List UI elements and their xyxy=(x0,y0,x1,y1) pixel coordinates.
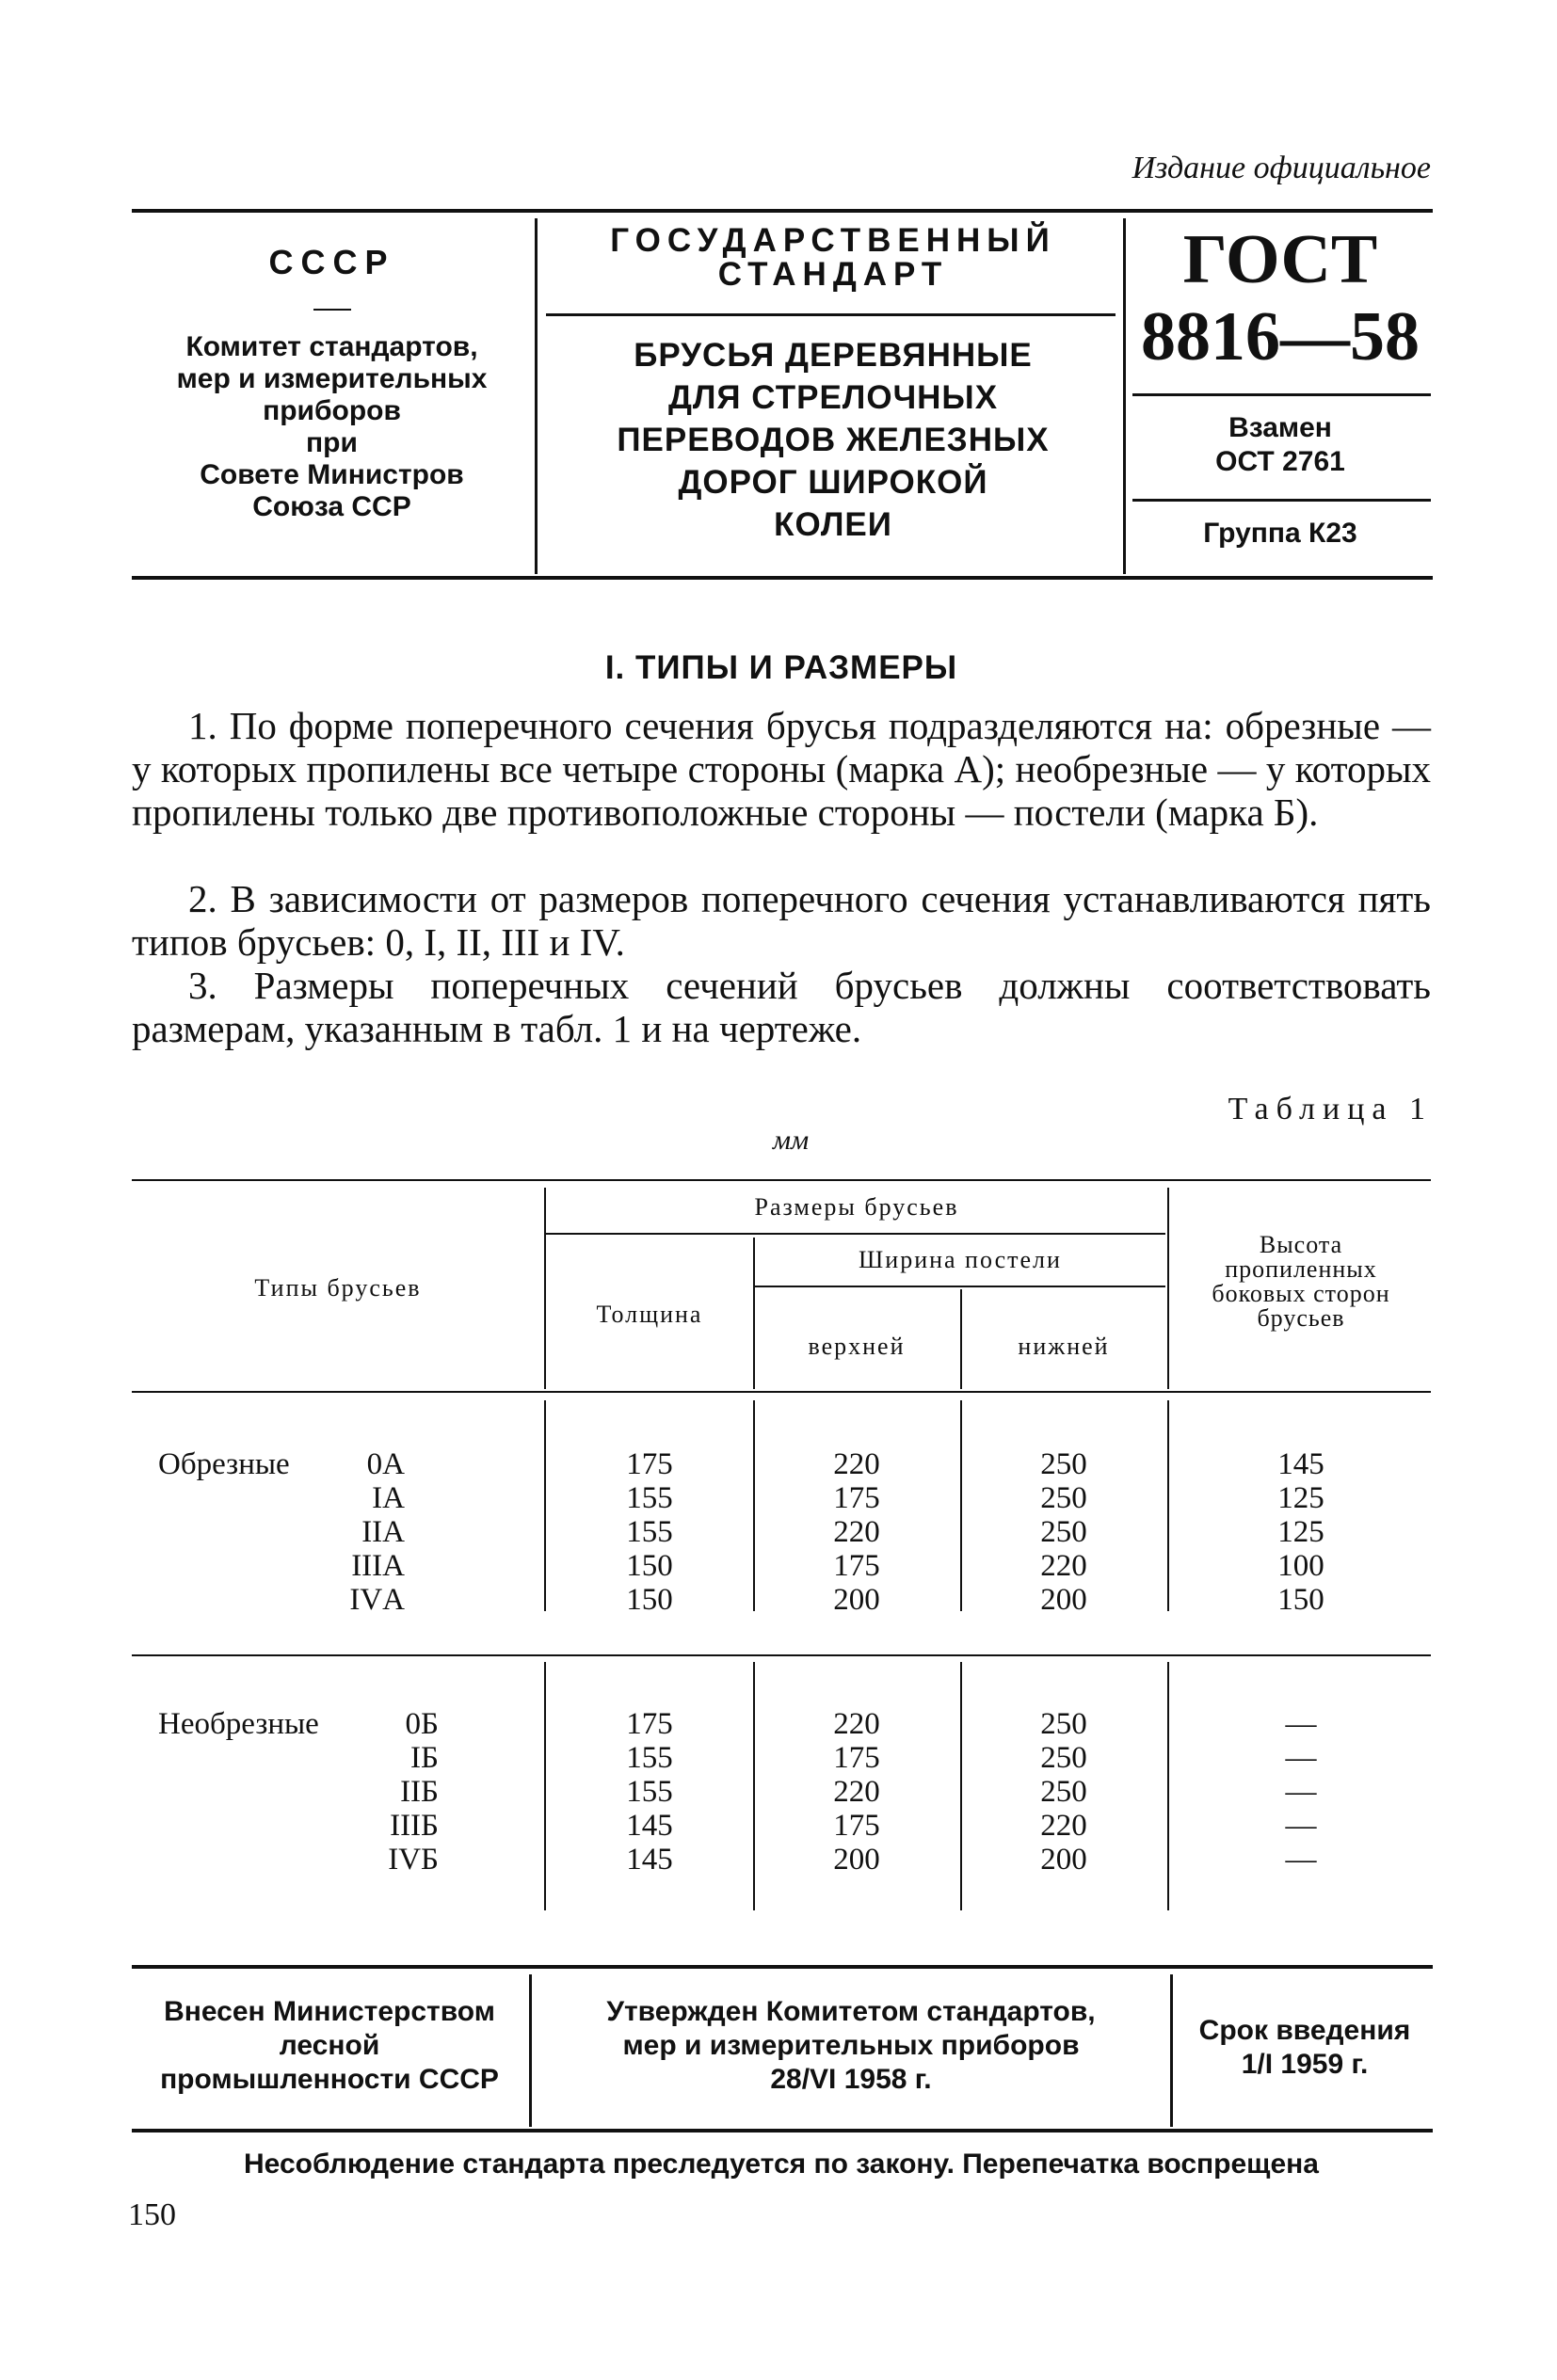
table-cell: IIА xyxy=(361,1515,405,1549)
edition-label: Издание официальное xyxy=(1132,151,1431,185)
table-cell: 250 xyxy=(1040,1775,1087,1809)
state-standard-label xyxy=(546,224,1120,292)
table-cell: IIIА xyxy=(351,1549,405,1583)
lower-column xyxy=(960,1447,1167,1617)
table-cell: 125 xyxy=(1277,1515,1324,1549)
table-cell: 0Б xyxy=(405,1707,439,1741)
title-line: ДЛЯ СТРЕЛОЧНЫХ xyxy=(667,379,999,416)
table-cell: 145 xyxy=(626,1843,673,1877)
table-cell: 150 xyxy=(1277,1583,1324,1617)
header-height-line: Высота xyxy=(1259,1231,1343,1258)
table-cell: 155 xyxy=(626,1515,673,1549)
table-group-rule xyxy=(132,1654,1431,1656)
table-cell: 220 xyxy=(833,1775,880,1809)
lower-column xyxy=(960,1707,1167,1877)
upper-column xyxy=(753,1707,960,1877)
footer-divider-right xyxy=(1170,1974,1173,2127)
table-cell: 0А xyxy=(366,1447,405,1481)
table-cell: 150 xyxy=(626,1583,673,1617)
table-cell: 200 xyxy=(1040,1583,1087,1617)
group-name-edged: Обрезные xyxy=(158,1447,290,1481)
footer-divider-left xyxy=(529,1974,532,2127)
gost-number xyxy=(1130,221,1431,375)
committee-line: при xyxy=(306,427,358,458)
state-standard-line: СТАНДАРТ xyxy=(717,256,949,293)
header-bottom-rule xyxy=(132,576,1433,580)
committee-line: Совете Министров xyxy=(200,459,464,490)
effective-date xyxy=(1177,2014,1433,2082)
table-cell: 150 xyxy=(626,1549,673,1583)
header-types: Типы брусьев xyxy=(254,1274,422,1302)
table-cell: IIБ xyxy=(400,1775,439,1809)
effective-line: Срок введения xyxy=(1198,2015,1411,2046)
table-top-rule xyxy=(132,1179,1431,1181)
table-cell: 220 xyxy=(833,1447,880,1481)
introduced-by xyxy=(132,1995,527,2097)
table-cell: 220 xyxy=(833,1515,880,1549)
table-cell: 175 xyxy=(833,1481,880,1515)
replaces-label xyxy=(1130,411,1431,479)
gost-rule xyxy=(1132,393,1431,396)
paragraph-1: 1. По форме поперечного сечения брусья подразделяются на: обрезные — у которых пропилены все четыре стороны (марка А); необрезные — у которых пропилены только две противоположные стороны — постели (марка Б). xyxy=(132,704,1431,834)
header-thickness: Толщина xyxy=(596,1301,703,1328)
table-header-rule xyxy=(132,1391,1431,1393)
table-cell: — xyxy=(1285,1741,1317,1775)
table-cell: 200 xyxy=(833,1583,880,1617)
table-bottom-rule xyxy=(132,1965,1433,1969)
header-divider-left xyxy=(535,218,538,574)
title-line: ДОРОГ ШИРОКОЙ xyxy=(678,464,988,501)
bed-width-rule xyxy=(753,1286,1165,1287)
approved-by xyxy=(535,1995,1167,2097)
paragraph-2: 2. В зависимости от размеров поперечного сечения устанавливаются пять типов брусьев: 0, I, II, III и IV. xyxy=(132,877,1431,964)
table-cell: 200 xyxy=(1040,1843,1087,1877)
table-cell: 200 xyxy=(833,1843,880,1877)
replaces-line: Взамен xyxy=(1228,412,1332,443)
table-cell: 155 xyxy=(626,1775,673,1809)
section-heading: I. ТИПЫ И РАЗМЕРЫ xyxy=(604,649,958,686)
header-left-block xyxy=(132,226,532,523)
committee-line: Союза ССР xyxy=(252,491,411,522)
table-cell: IIIБ xyxy=(390,1809,439,1843)
table-cell: 220 xyxy=(1040,1809,1087,1843)
group-name-unedged: Необрезные xyxy=(158,1707,319,1741)
country-dash xyxy=(313,309,351,311)
table-cell: 220 xyxy=(833,1707,880,1741)
thickness-column xyxy=(546,1447,753,1617)
paragraph-3: 3. Размеры поперечных сечений брусьев должны соответствовать размерам, указанным в табл. 1 и на чертеже. xyxy=(132,964,1431,1050)
header-divider-right xyxy=(1123,218,1126,574)
replaces-line: ОСТ 2761 xyxy=(1215,446,1345,477)
introduced-line: Внесен Министерством xyxy=(164,1996,495,2027)
introduced-line: промышленности СССР xyxy=(160,2064,499,2095)
table-cell: 250 xyxy=(1040,1741,1087,1775)
table-cell: IVА xyxy=(349,1583,405,1617)
table-cell: IА xyxy=(372,1481,405,1515)
table-cell: 155 xyxy=(626,1481,673,1515)
effective-line: 1/I 1959 г. xyxy=(1241,2049,1369,2080)
types-column xyxy=(331,1707,439,1877)
header-sizes: Размеры брусьев xyxy=(754,1193,959,1221)
table-cell: 155 xyxy=(626,1741,673,1775)
table-cell: 175 xyxy=(626,1707,673,1741)
committee-line: Комитет стандартов, xyxy=(185,331,478,362)
header-upper: верхней xyxy=(808,1333,906,1360)
table-cell: 145 xyxy=(1277,1447,1324,1481)
table-cell: 125 xyxy=(1277,1481,1324,1515)
title-line: КОЛЕИ xyxy=(774,506,892,543)
approved-line: Утвержден Комитетом стандартов, xyxy=(606,1996,1096,2027)
height-column xyxy=(1169,1447,1433,1617)
replaces-rule xyxy=(1132,499,1431,502)
table-cell: — xyxy=(1285,1843,1317,1877)
footer-bottom-rule xyxy=(132,2129,1433,2132)
table-unit: мм xyxy=(772,1125,810,1156)
table-cell: IVБ xyxy=(388,1843,439,1877)
table-cell: 175 xyxy=(833,1549,880,1583)
committee-line: приборов xyxy=(263,395,401,426)
table-cell: — xyxy=(1285,1809,1317,1843)
table-cell: 175 xyxy=(833,1809,880,1843)
table-cell: 145 xyxy=(626,1809,673,1843)
title-line: БРУСЬЯ ДЕРЕВЯННЫЕ xyxy=(634,337,1033,374)
table-cell: — xyxy=(1285,1707,1317,1741)
approved-line: 28/VI 1958 г. xyxy=(770,2064,932,2095)
table-label: Таблица 1 xyxy=(1228,1092,1433,1126)
committee-name xyxy=(132,331,532,523)
header-lower: нижней xyxy=(1018,1333,1110,1360)
gost-line: 8816—58 xyxy=(1141,298,1420,375)
table-cell: 250 xyxy=(1040,1707,1087,1741)
upper-column xyxy=(753,1447,960,1617)
group-label: Группа К23 xyxy=(1203,518,1357,549)
table-cell: 250 xyxy=(1040,1447,1087,1481)
thickness-column xyxy=(546,1707,753,1877)
gost-line: ГОСТ xyxy=(1182,221,1378,298)
table-cell: 220 xyxy=(1040,1549,1087,1583)
title-line: ПЕРЕВОДОВ ЖЕЛЕЗНЫХ xyxy=(617,422,1050,458)
introduced-line: лесной xyxy=(279,2030,380,2061)
table-cell: IБ xyxy=(410,1741,439,1775)
types-column xyxy=(311,1447,405,1617)
table-cell: — xyxy=(1285,1775,1317,1809)
standard-title xyxy=(546,334,1120,546)
committee-line: мер и измерительных xyxy=(176,363,488,394)
table-cell: 250 xyxy=(1040,1481,1087,1515)
header-height-line: пропиленных xyxy=(1225,1255,1377,1283)
table-cell: 250 xyxy=(1040,1515,1087,1549)
header-height-line: боковых сторон xyxy=(1212,1280,1390,1307)
table-cell: 100 xyxy=(1277,1549,1324,1583)
country-label: СССР xyxy=(268,243,395,281)
header-height xyxy=(1169,1233,1433,1331)
header-mid-rule xyxy=(546,313,1116,316)
header-bed-width: Ширина постели xyxy=(859,1246,1062,1273)
page-number: 150 xyxy=(128,2197,176,2232)
state-standard-line: ГОСУДАРСТВЕННЫЙ xyxy=(610,222,1056,259)
reprint-notice: Несоблюдение стандарта преследуется по закону. Перепечатка воспрещена xyxy=(244,2148,1319,2180)
approved-line: мер и измерительных приборов xyxy=(622,2030,1080,2061)
header-height-line: брусьев xyxy=(1257,1304,1345,1332)
table-cell: 175 xyxy=(626,1447,673,1481)
header-top-rule xyxy=(132,209,1433,213)
table-cell: 175 xyxy=(833,1741,880,1775)
height-column xyxy=(1169,1707,1433,1877)
sizes-rule xyxy=(546,1233,1165,1235)
